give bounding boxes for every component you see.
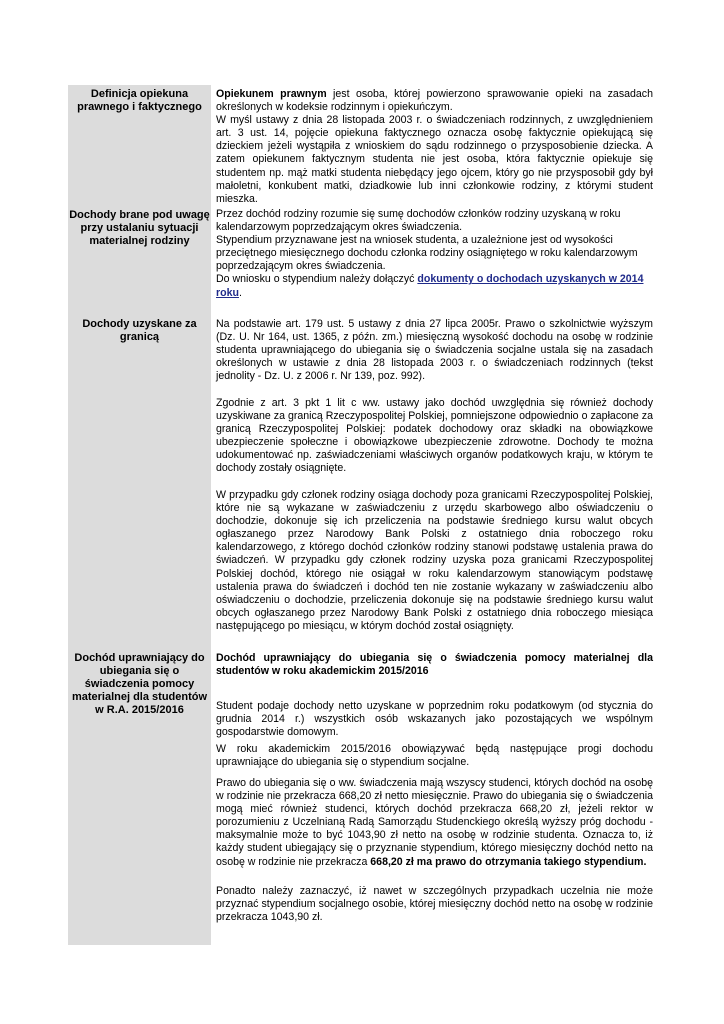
- row-content-entitling-3: [216, 777, 653, 869]
- entitling-paragraph-4: Ponadto należy zaznaczyć, iż nawet w szczególnych przypadkach uczelnia nie może przyznać stypendium socjalnego osobie, której miesięczny dochód netto na osobę w rodzinie przekracza 1043,90 zł.: [216, 885, 653, 924]
- definition-paragraph-1: [216, 88, 653, 114]
- income-p3-text: Do wniosku o stypendium należy dołączyć: [216, 273, 418, 286]
- abroad-paragraph-2: Zgodnie z art. 3 pkt 1 lit c ww. ustawy jako dochód uwzględnia się również dochody uzyskiwane za granicą Rzeczypospolitej Polskiej, pomniejszone odpowiednio o zapłacone za granicą Rzeczypospolitej Polskiej: podatek dochodowy oraz składki na obowiązkowe ubezpieczenie społeczne i obowiązkowe ubezpieczenie zdrowotne. Dochody te można udokumentować np. zaświadczeniami właściwych organów podatkowych kraju, w którym te dochody zostały osiągnięte.: [216, 397, 653, 475]
- definition-paragraph-2: W myśl ustawy z dnia 28 listopada 2003 r. o świadczeniach rodzinnych, z uwzględnieniem art. 3 ust. 14, pojęcie opiekuna faktycznego oznacza osobę faktycznie opiekującą się dzieckiem jeżeli wystąpiła z wnioskiem do sądu rodzinnego o przysposobienie dziecka. A zatem opiekunem faktycznym studenta nie jest osoba, która faktycznie opiekuje się studentem np. mąż matki studenta niebędący jego ojcem, który go nie przysposobił gdy był małoletni, konkubent matki, dziadkowie lub inni członkowie rodziny, z którymi student mieszka.: [216, 114, 653, 205]
- row-label-abroad: Dochody uzyskane za granicą: [82, 318, 197, 343]
- row-content-income-taken: [216, 208, 653, 300]
- abroad-paragraph-1: Na podstawie art. 179 ust. 5 ustawy z dnia 27 lipca 2005r. Prawo o szkolnictwie wyższym (Dz. U. Nr 164, ust. 1365, z późn. zm.) miesięczną wysokość dochodu na osobę w rodzinie studenta uprawniającego do ubiegania się o świadczenia socjalne ustala się na zasadach określonych w ustawie z dnia 28 listopada 2003 r. o świadczeniach rodzinnych (tekst jednolity - Dz. U. z 2006 r. Nr 139, poz. 992).: [216, 318, 653, 383]
- entitling-p3-bold: 668,20 zł ma prawo do otrzymania takiego stypendium.: [370, 855, 647, 868]
- entitling-heading: [216, 652, 653, 678]
- entitling-paragraph-2: W roku akademickim 2015/2016 obowiązywać będą następujące progi dochodu uprawniające do ubiegania się o stypendium socjalne.: [216, 743, 653, 769]
- entitling-paragraph-1: Student podaje dochody netto uzyskane w poprzednim roku podatkowym (od stycznia do grudnia 2014 r.) wszystkich osób wskazanych jako pozostających we wspólnym gospodarstwie domowym.: [216, 700, 653, 739]
- income-paragraph-2: Stypendium przyznawane jest na wniosek studenta, a uzależnione jest od wysokości przeciętnego miesięcznego dochodu członka rodziny osiągniętego w roku kalendarzowym poprzedzającym okres świadczenia.: [216, 234, 638, 273]
- abroad-paragraph-3: W przypadku gdy członek rodziny osiąga dochody poza granicami Rzeczypospolitej Polskiej, które nie są wykazane w zaświadczeniu z urzędu skarbowego albo oświadczeniu o dochodzie, dokonuje się ich przeliczenia na podstawie średniego kursu walut obcych ogłaszanego przez Narodowy Bank Polski z ostatniego dnia roboczego roku kalendarzowego, z którego dochód członków rodziny stanowi podstawę ustalenia prawa do świadczeń. W przypadku gdy członek rodziny uzyska poza granicami Rzeczypospolitej Polskiej dochód, którego nie osiągał w roku kalendarzowym stanowiącym podstawę ustalenia prawa do świadczeń i dochód ten nie zostanie wykazany w zaświadczeniu albo oświadczeniu o dochodzie, przeliczenia dokonuje się na podstawie średniego kursu walut obcych ogłaszanego przez Narodowy Bank Polski z ostatniego dnia roboczego miesiąca następującego po miesiącu, w którym dochód został osiągnięty.: [216, 489, 653, 632]
- row-content-entitling-2: [216, 743, 653, 769]
- row-label-entitling: Dochód uprawniający do ubiegania się o świadczenia pomocy materialnej dla studentów w R.A. 2015/2016: [71, 652, 208, 716]
- definition-lead-term: Opiekunem prawnym: [216, 88, 327, 100]
- income-p3-end: .: [238, 286, 242, 299]
- row-content-abroad-3: [216, 489, 653, 633]
- income-paragraph-1: Przez dochód rodziny rozumie się sumę dochodów członków rodziny uzyskaną w roku kalendarzowym poprzedzającym okres świadczenia.: [216, 208, 621, 234]
- row-label-definition: Definicja opiekuna prawnego i faktycznego: [77, 88, 202, 113]
- row-content-definition: [216, 88, 653, 206]
- row-content-abroad-2: [216, 397, 653, 476]
- income-paragraph-3: [216, 273, 653, 299]
- row-content-abroad: [216, 318, 653, 383]
- row-content-entitling-4: [216, 885, 653, 924]
- definition-p1-text: jest osoba, której powierzono sprawowanie opieki na zasadach określonych w kodeksie rodzinnym i opiekuńczym.: [216, 88, 653, 114]
- entitling-heading-text: Dochód uprawniający do ubiegania się o świadczenia pomocy materialnej dla studentów w roku akademickim 2015/2016: [216, 652, 653, 678]
- entitling-paragraph-3: [216, 777, 653, 869]
- entitling-p3-text: Prawo do ubiegania się o ww. świadczenia mają wszyscy studenci, których dochód na osobę w rodzinie nie przekracza 668,20 zł netto miesięcznie. Prawo do ubiegania się o świadczenia mogą mieć również studenci, których dochód przekracza 668,20 zł, jeżeli rektor w porozumieniu z Uczelnianą Radą Samorządu Studenckiego określą wyższy próg dochodu - maksymalnie może to być 1043,90 zł netto na osobę w rodzinie studenta. Oznacza to, iż każdy student ubiegający się o przyznanie stypendium, którego miesięczny dochód netto na osobę w rodzinie nie przekracza: [216, 777, 653, 868]
- row-content-entitling-1: [216, 700, 653, 739]
- row-content-entitling-heading: [216, 652, 653, 678]
- row-label-income-taken: Dochody brane pod uwagę przy ustalaniu sytuacji materialnej rodziny: [69, 209, 210, 247]
- income-documents-link[interactable]: dokumenty o dochodach uzyskanych w 2014 roku: [216, 273, 644, 299]
